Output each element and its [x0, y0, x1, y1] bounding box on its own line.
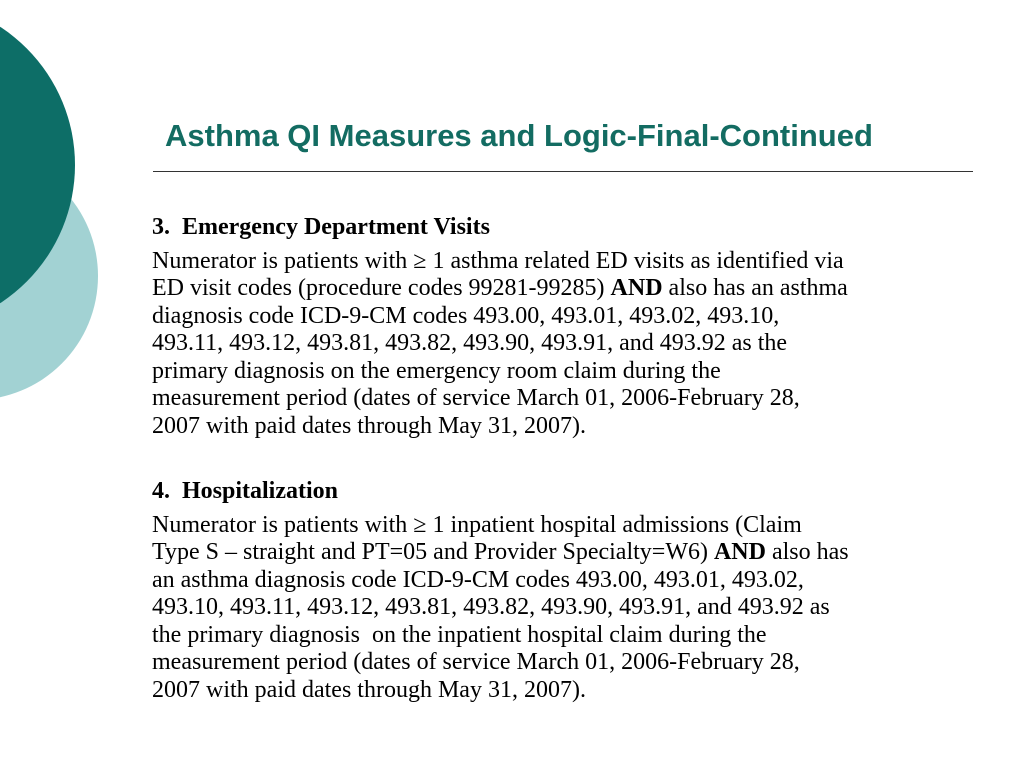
- paragraph-line: Numerator is patients with ≥ 1 inpatient hospital admissions (Claim: [152, 511, 802, 538]
- section-paragraph: [152, 512, 992, 705]
- paragraph-line: Type S – straight and PT=05 and Provider Specialty=W6) AND also has: [152, 539, 849, 565]
- section-hospitalization: [152, 478, 992, 704]
- paragraph-line: diagnosis code ICD-9-CM codes 493.00, 493.01, 493.02, 493.10,: [152, 302, 780, 329]
- paragraph-line: 2007 with paid dates through May 31, 2007).: [152, 676, 586, 703]
- slide-body: [152, 214, 992, 704]
- paragraph-line: 2007 with paid dates through May 31, 2007).: [152, 412, 586, 439]
- paragraph-line: the primary diagnosis on the inpatient hospital claim during the: [152, 621, 767, 648]
- paragraph-line: measurement period (dates of service March 01, 2006-February 28,: [152, 649, 800, 675]
- paragraph-line: an asthma diagnosis code ICD-9-CM codes 493.00, 493.01, 493.02,: [152, 566, 804, 593]
- title-divider: [153, 171, 973, 172]
- paragraph-line: Numerator is patients with ≥ 1 asthma related ED visits as identified via: [152, 247, 844, 274]
- section-paragraph: [152, 248, 992, 441]
- paragraph-line: 493.10, 493.11, 493.12, 493.81, 493.82, 493.90, 493.91, and 493.92 as: [152, 594, 830, 620]
- paragraph-line: 493.11, 493.12, 493.81, 493.82, 493.90, 493.91, and 493.92 as the: [152, 330, 788, 356]
- paragraph-line: primary diagnosis on the emergency room claim during the: [152, 357, 721, 384]
- and-emphasis: AND: [610, 275, 663, 301]
- section-heading: 4. Hospitalization: [152, 478, 339, 504]
- paragraph-line: ED visit codes (procedure codes 99281-99285) AND also has an asthma: [152, 275, 848, 301]
- section-ed-visits: [152, 214, 992, 440]
- section-heading: 3. Emergency Department Visits: [152, 214, 490, 240]
- and-emphasis: AND: [713, 539, 766, 565]
- section-spacer: [152, 440, 992, 478]
- paragraph-line: measurement period (dates of service March 01, 2006-February 28,: [152, 385, 800, 411]
- slide-title: Asthma QI Measures and Logic-Final-Continued: [165, 118, 873, 153]
